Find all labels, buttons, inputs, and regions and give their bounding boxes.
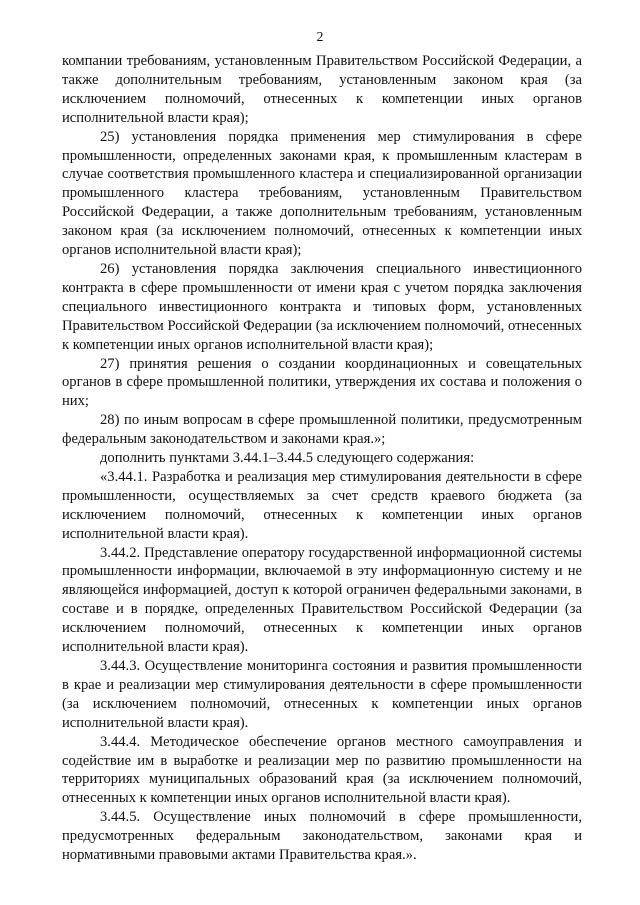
document-body bbox=[62, 52, 582, 865]
paragraph: «3.44.1. Разработка и реализация мер стимулирования деятельности в сфере промышленности, осуществляемых за счет средств краевого бюджета (за исключением полномочий, отнесенных к компетенции иных органов исполнительной власти края). bbox=[62, 468, 582, 542]
paragraph: 3.44.2. Представление оператору государственной информационной системы промышленности информации, включаемой в эту информационную систему и не являющейся информацией, доступ к которой ограничен федеральными законами, в составе и в порядке, определенных Правительством Российской Федерации (за исключением полномочий, отнесенных к компетенции иных органов исполнительной власти края). bbox=[62, 544, 582, 656]
paragraph: 3.44.4. Методическое обеспечение органов местного самоуправления и содействие им в выработке и реализации мер по развитию промышленности на территориях муниципальных образований края (за исключением полномочий, отнесенных к компетенции иных органов исполнительной власти края). bbox=[62, 733, 582, 807]
page-number: 2 bbox=[316, 30, 324, 45]
paragraph: компании требованиям, установленным Правительством Российской Федерации, а также дополнительным требованиям, установленным законом края (за исключением полномочий, отнесенных к компетенции иных органов исполнительной власти края); bbox=[62, 53, 582, 126]
paragraph: 3.44.3. Осуществление мониторинга состояния и развития промышленности в крае и реализации мер стимулирования деятельности в сфере промышленности (за исключением полномочий, отнесенных к компетенции иных органов исполнительной власти края). bbox=[62, 658, 582, 731]
paragraph: 25) установления порядка применения мер стимулирования в сфере промышленности, определенных законами края, к промышленным кластерам в случае соответствия промышленного кластера и специализированной организации промышленного кластера требованиям, установленным Правительством Российской Федерации, а также дополнительным требованиям, установленным законом края (за исключением полномочий, отнесенных к компетенции иных органов исполнительной власти края); bbox=[62, 128, 582, 259]
paragraph: 27) принятия решения о создании координационных и совещательных органов в сфере промышленной политики, утверждения их состава и положения о них; bbox=[62, 355, 582, 410]
paragraph: 3.44.5. Осуществление иных полномочий в сфере промышленности, предусмотренных федеральным законодательством, законами края и нормативными правовыми актами Правительства края.». bbox=[62, 809, 582, 864]
paragraph: 26) установления порядка заключения специального инвестиционного контракта в сфере промышленности от имени края с учетом порядка заключения специального инвестиционного контракта и типовых форм, установленных Правительством Российской Федерации (за исключением полномочий, отнесенных к компетенции иных органов исполнительной власти края); bbox=[62, 260, 582, 353]
paragraph: 28) по иным вопросам в сфере промышленной политики, предусмотренным федеральным законодательством и законами края.»; bbox=[62, 412, 582, 448]
paragraph: дополнить пунктами 3.44.1–3.44.5 следующего содержания: bbox=[100, 450, 475, 467]
